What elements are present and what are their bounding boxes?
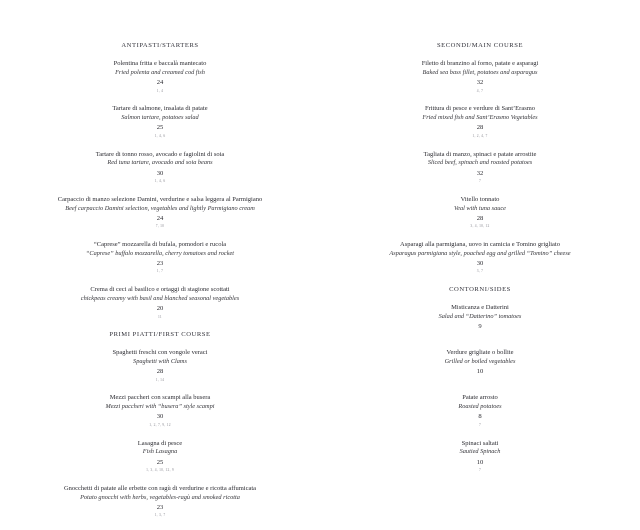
dish-name-it: Asparagi alla parmigiana, uovo in camicia e Tomino grigliato (400, 240, 560, 248)
dish-name-en: Asparagus parmigiana style, poached egg and grilled “Tomino” cheese (389, 249, 571, 257)
dish-name-it: Lasagna di pesce (137, 439, 183, 447)
dish-price: 28 (156, 368, 164, 376)
menu-item (30, 485, 290, 519)
dish-allergen-codes: 3, 4, 10, 12 (470, 224, 490, 229)
menu-item (30, 241, 290, 275)
dish-price: 30 (156, 413, 164, 421)
dish-allergen-codes: 7 (478, 179, 482, 184)
dish-allergen-codes: 4, 7 (476, 88, 484, 93)
menu-item (30, 196, 290, 230)
dish-name-it: Patate arrosto (462, 394, 498, 402)
menu-item (350, 304, 610, 338)
dish-price: 32 (476, 79, 484, 87)
dish-name-it: Tartare di salmone, insalata di patate (112, 105, 208, 113)
dish-name-it: Tagliata di manzo, spinaci e patate arrostite (423, 150, 537, 158)
menu-item (350, 105, 610, 139)
dish-name-en: Sautied Spinach (459, 448, 501, 456)
dish-name-it: Spinaci saltati (461, 439, 499, 447)
dish-name-it: Spaghetti freschi con vongole veraci (112, 349, 208, 357)
dish-price: 25 (156, 458, 164, 466)
menu-item (350, 349, 610, 383)
dish-name-en: chickpeas creamy with basil and blanched seasonal vegetables (80, 294, 240, 302)
dish-allergen-codes: 1, 4, 6 (154, 134, 166, 138)
dish-allergen-codes (350, 378, 610, 383)
section-heading: CONTORNI/SIDES (449, 285, 511, 293)
dish-price: 24 (156, 79, 164, 87)
dish-name-en: Potato gnocchi with herbs, vegetables-ragù and smoked ricotta (80, 493, 240, 501)
dish-allergen-codes: 1, 3, 7 (154, 513, 166, 518)
dish-price: 28 (476, 124, 484, 132)
dish-name-en: Salad and “Datterino” tomatoes (438, 313, 522, 321)
dish-allergen-codes: 7 (478, 423, 482, 427)
dish-name-it: Frittura di pesce e verdure di Sant’Erasmo (424, 105, 536, 113)
menu-item (30, 151, 290, 185)
dish-name-en: Fish Lasagna (142, 448, 178, 456)
dish-price: 32 (476, 169, 484, 177)
dish-price: 28 (476, 214, 484, 222)
dish-price: 10 (476, 368, 484, 376)
menu-item (30, 394, 290, 428)
dish-name-en: Beef carpaccio Damini selection, vegetables and lightly Parmigiano cream (65, 204, 255, 212)
menu-section (30, 331, 290, 518)
dish-name-en: Sliced beef, spinach and roasted potatoes (427, 159, 533, 167)
dish-name-en: Spaghetti with Clams (133, 358, 187, 366)
menu-item (30, 440, 290, 474)
dish-name-it: Misticanza e Datterini (451, 304, 509, 312)
dish-allergen-codes: 3, 7 (476, 269, 484, 274)
dish-name-en: Baked sea bass fillet, potatoes and asparagus (422, 69, 538, 77)
dish-name-it: “Caprese” mozzarella di bufala, pomodori e rucola (93, 240, 227, 248)
dish-allergen-codes: 1, 3, 4, 10, 12, 9 (146, 468, 174, 473)
menu-item (30, 105, 290, 139)
menu-column-right (320, 42, 640, 485)
dish-price: 30 (156, 169, 164, 177)
dish-allergen-codes: 7, 10 (155, 224, 165, 229)
dish-name-it: Crema di ceci al basilico e ortaggi di stagione scottati (90, 285, 230, 293)
dish-name-it: Filetto di branzino al forno, patate e asparagi (421, 60, 539, 68)
dish-allergen-codes: 1, 4, 6 (154, 179, 166, 184)
section-heading: ANTIPASTI/STARTERS (121, 42, 199, 49)
dish-name-en: Fried mixed fish and Sant’Erasmo Vegetables (422, 114, 538, 122)
menu-section (30, 42, 290, 320)
menu-item (350, 241, 610, 275)
dish-price: 30 (476, 259, 484, 267)
dish-name-it: Mezzi paccheri con scampi alla busera (109, 394, 211, 402)
dish-price: 9 (478, 323, 482, 331)
dish-price: 20 (156, 304, 164, 312)
dish-allergen-codes: 1, 7 (156, 269, 164, 274)
menu-item (30, 349, 290, 383)
dish-name-it: Gnocchetti di patate alle erbette con ragù di verdurine e ricotta affumicata (63, 484, 257, 492)
dish-allergen-codes: 7 (478, 468, 482, 473)
dish-allergen-codes: 1, 4 (156, 88, 164, 93)
menu-item (350, 196, 610, 230)
dish-allergen-codes (350, 333, 610, 338)
dish-name-it: Tartare di tonno rosso, avocado e fagiolini di soia (95, 150, 225, 158)
dish-allergen-codes: 11 (158, 314, 162, 319)
dish-price: 24 (156, 214, 164, 222)
menu-item (30, 286, 290, 320)
dish-allergen-codes: 1, 2, 7, 9, 12 (149, 423, 171, 427)
section-heading: SECONDI/MAIN COURSE (436, 42, 524, 49)
dish-name-en: Fried polenta and creamed cod fish (115, 69, 205, 77)
dish-name-en: Grilled or boiled vegetables (444, 358, 516, 366)
menu-item (350, 440, 610, 474)
section-heading: PRIMI PIATTI/FIRST COURSE (109, 331, 211, 338)
dish-name-it: Polentina fritta e baccalà mantecato (113, 60, 207, 68)
menu-section (350, 286, 610, 473)
dish-price: 23 (156, 259, 164, 267)
dish-allergen-codes: 1, 2, 4, 7 (472, 134, 488, 138)
dish-name-it: Verdure grigliate o bollite (446, 349, 514, 357)
menu-item (350, 60, 610, 94)
dish-name-en: Roasted potatoes (458, 403, 502, 411)
menu-section (350, 42, 610, 274)
menu-item (350, 151, 610, 185)
dish-name-it: Carpaccio di manzo selezione Damini, verdurine e salsa leggera al Parmigiano (57, 195, 263, 203)
menu-item (30, 60, 290, 94)
dish-name-en: “Caprese” buffalo mozzarella, cherry tomatoes and rocket (85, 249, 235, 257)
dish-name-en: Veal with tuna sauce (454, 204, 506, 212)
dish-name-it: Vitello tonnato (460, 195, 500, 203)
menu-item (350, 394, 610, 428)
dish-name-en: Salmon tartare, potatoes salad (121, 114, 199, 122)
dish-allergen-codes: 1, 14 (155, 377, 165, 382)
dish-name-en: Mezzi paccheri with “busera” style scampi (105, 403, 215, 411)
dish-price: 25 (156, 124, 164, 132)
dish-price: 10 (476, 458, 484, 466)
dish-price: 23 (156, 503, 164, 511)
dish-name-en: Red tuna tartare, avocado and soia beans (107, 159, 213, 167)
dish-price: 8 (478, 413, 482, 421)
menu-column-left (0, 42, 320, 530)
